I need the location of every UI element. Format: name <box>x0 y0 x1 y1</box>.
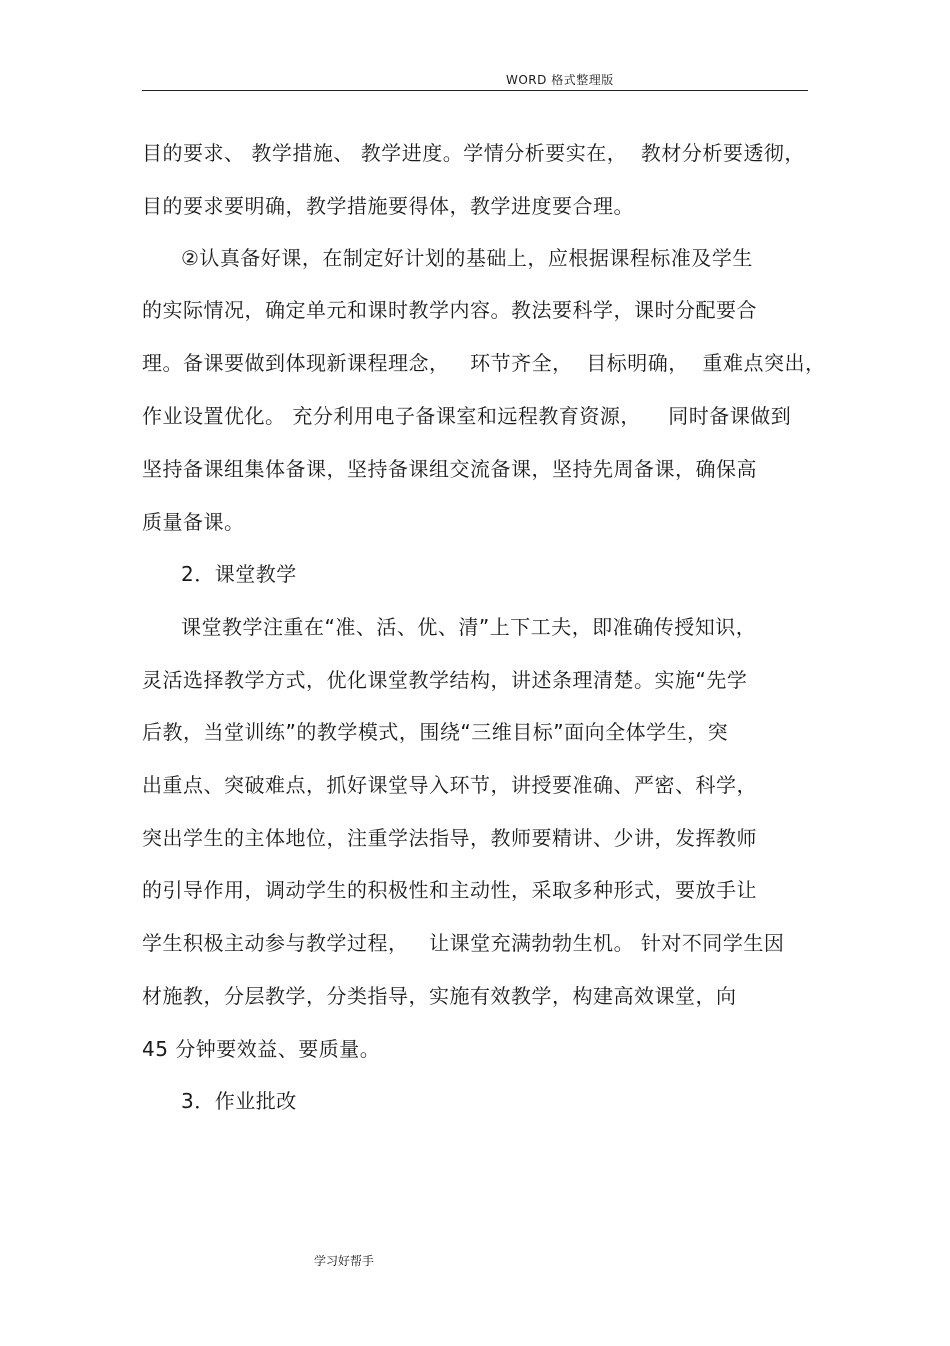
body-line: 灵活选择教学方式，优化课堂教学结构，讲述条理清楚。实施“先学 <box>142 668 748 692</box>
page-footer: 学习好帮手 <box>314 1254 375 1268</box>
body-line: 目的要求、 教学措施、 教学进度。学情分析要实在， 教材分析要透彻， <box>142 141 805 165</box>
body-line: 45 分钟要效益、要质量。 <box>142 1037 381 1061</box>
body-line: ②认真备好课，在制定好计划的基础上，应根据课程标准及学生 <box>181 246 753 270</box>
body-line: 突出学生的主体地位，注重学法指导，教师要精讲、少讲，发挥教师 <box>142 826 757 850</box>
body-line: 学生积极主动参与教学过程， 让课堂充满勃勃生机。 针对不同学生因 <box>142 931 785 955</box>
body-line: 的引导作用，调动学生的积极性和主动性，采取多种形式，要放手让 <box>142 878 757 902</box>
body-line: 出重点、突破难点，抓好课堂导入环节，讲授要准确、严密、科学， <box>142 773 757 797</box>
body-line: 坚持备课组集体备课，坚持备课组交流备课，坚持先周备课，确保高 <box>142 457 757 481</box>
body-line: 目的要求要明确，教学措施要得体，教学进度要合理。 <box>142 194 634 218</box>
body-line: 后教，当堂训练”的教学模式，围绕“三维目标”面向全体学生，突 <box>142 720 729 744</box>
body-line: 材施教，分层教学，分类指导，实施有效教学，构建高效课堂，向 <box>142 984 737 1008</box>
body-line: 课堂教学注重在“准、活、优、清”上下工夫，即准确传授知识， <box>181 615 757 639</box>
section-heading: 2．课堂教学 <box>181 562 297 586</box>
page-header <box>142 70 808 91</box>
body-line: 的实际情况，确定单元和课时教学内容。教法要科学，课时分配要合 <box>142 298 757 322</box>
header-text: WORD 格式整理版 <box>506 73 614 87</box>
section-heading: 3．作业批改 <box>181 1089 297 1113</box>
body-line: 理。备课要做到体现新课程理念， 环节齐全， 目标明确， 重难点突出， <box>142 351 826 375</box>
body-line: 质量备课。 <box>142 510 245 534</box>
body-line: 作业设置优化。 充分利用电子备课室和远程教育资源， 同时备课做到 <box>142 404 792 428</box>
